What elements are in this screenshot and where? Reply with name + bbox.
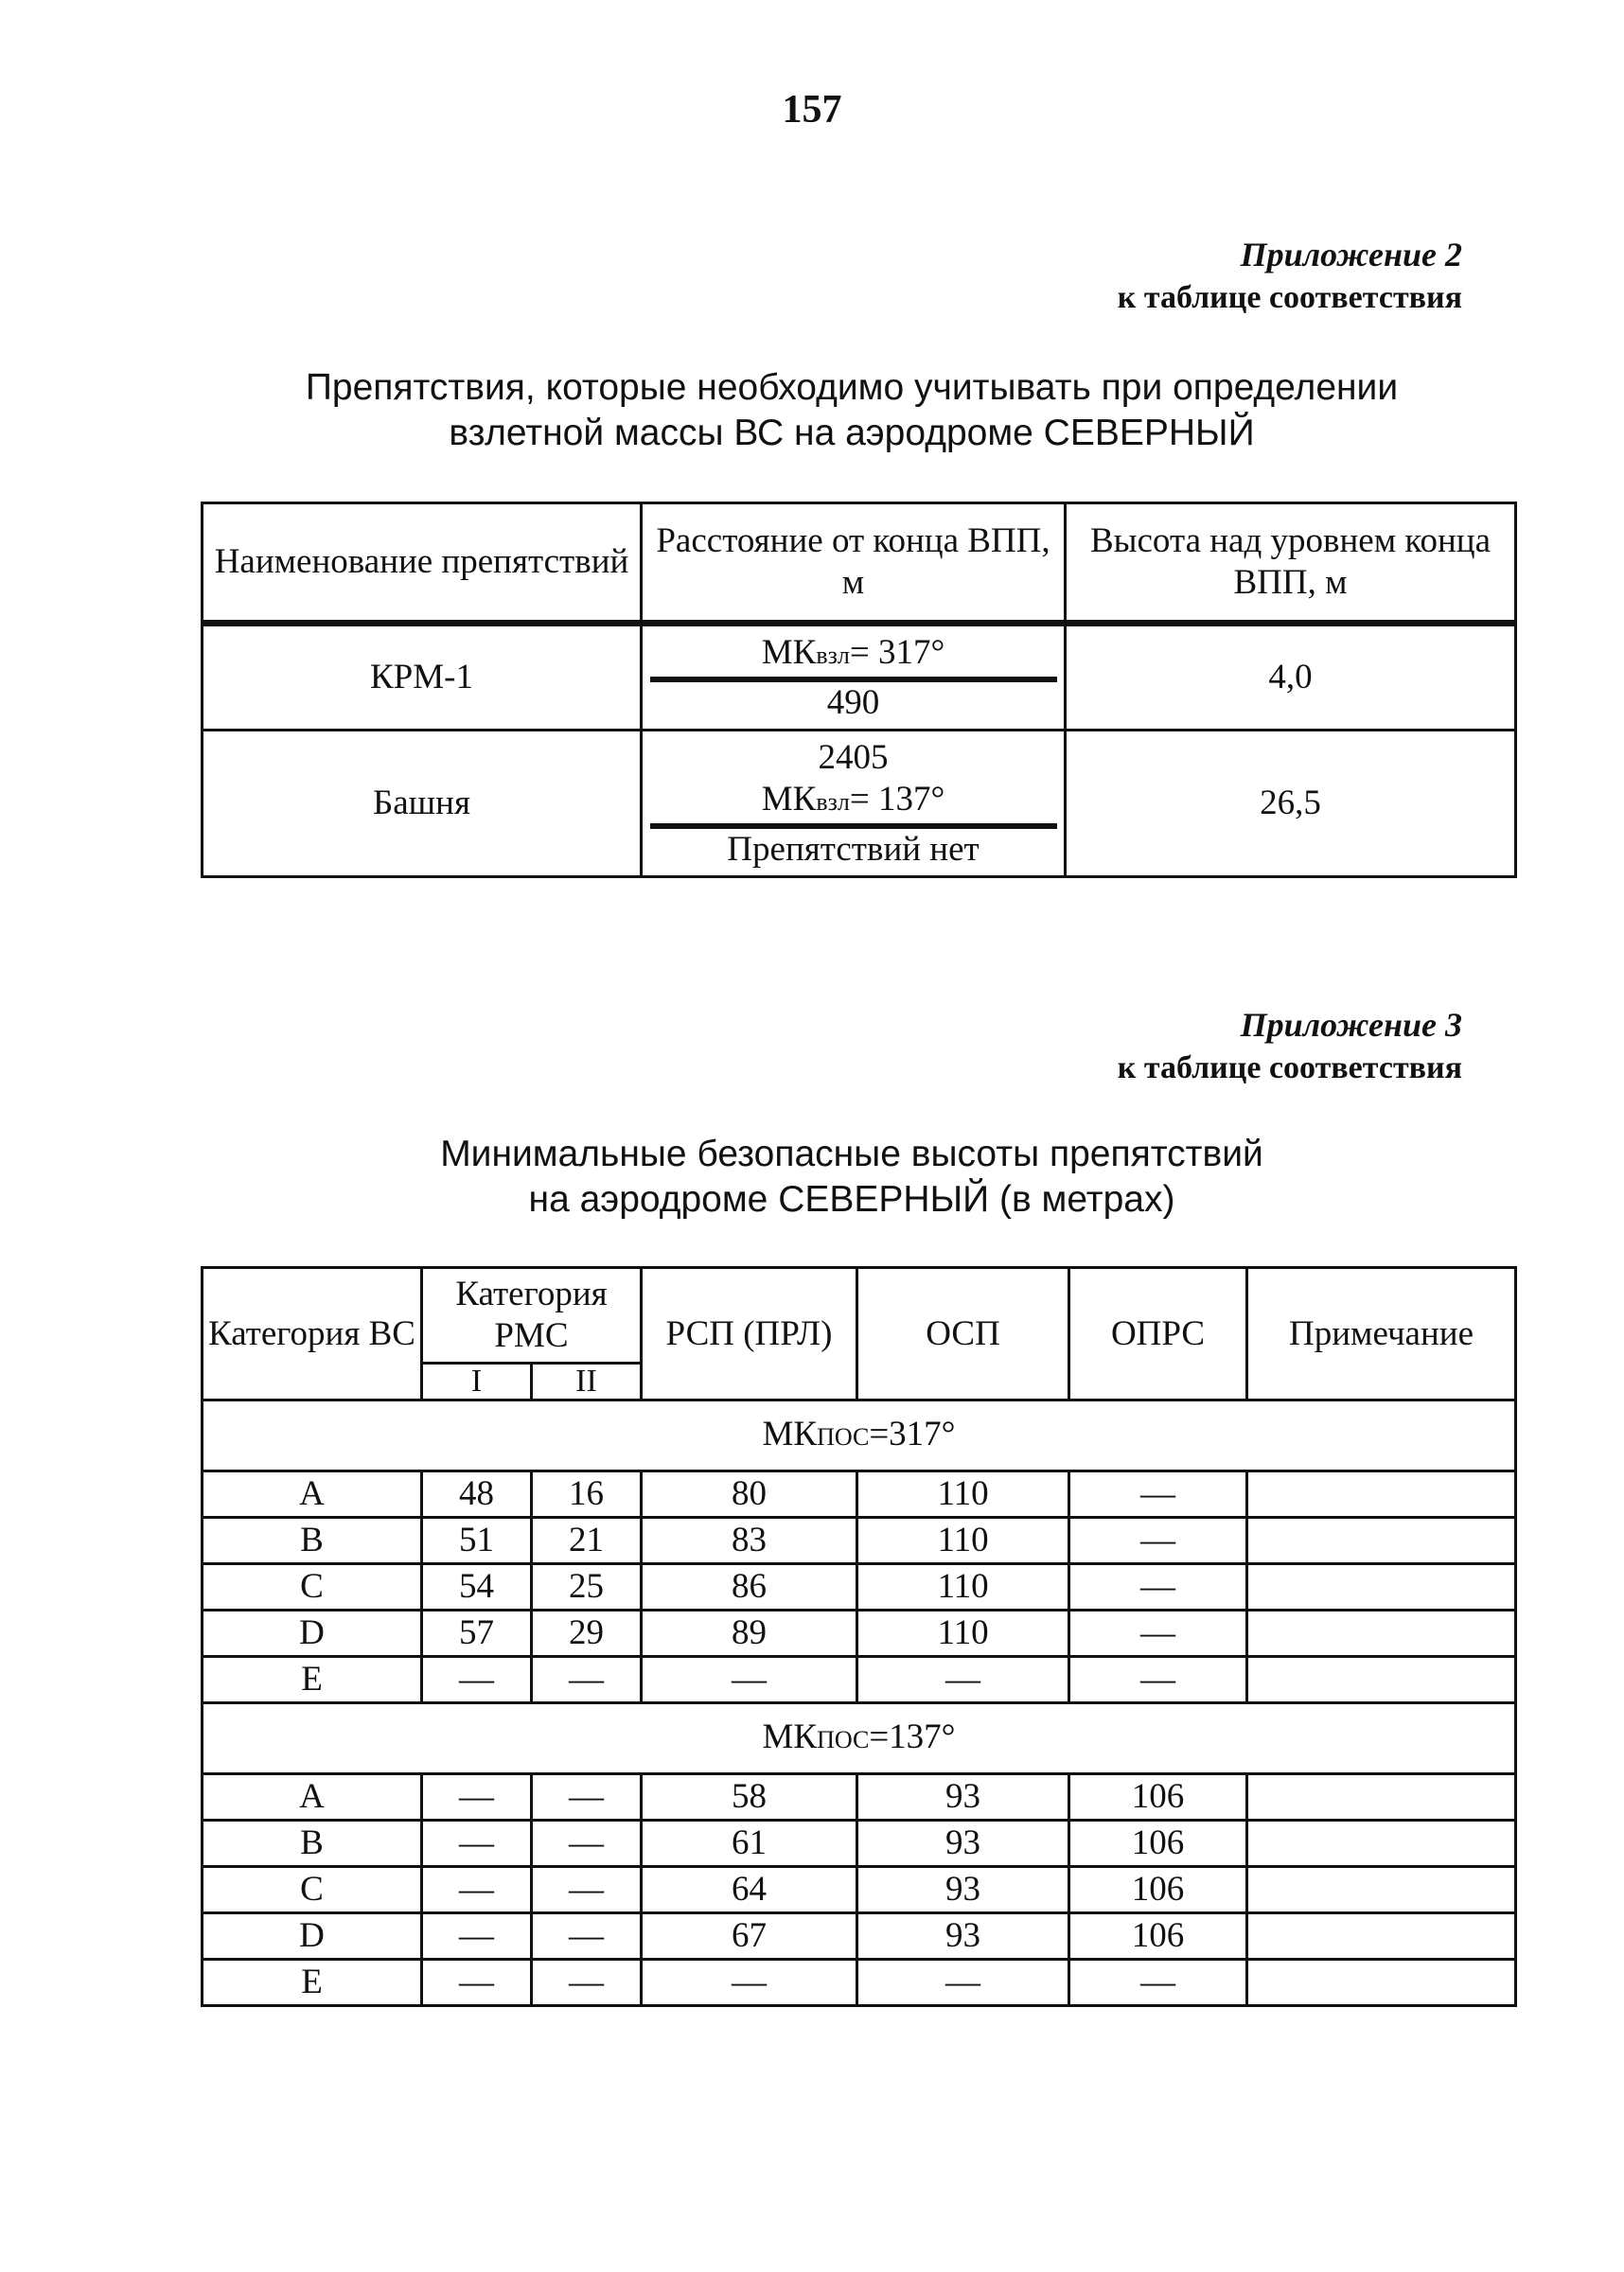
header-obstacle-name: Наименование препятствий <box>203 503 642 624</box>
header-category-rms: Категория РМС <box>422 1268 642 1364</box>
obstacle-height: 26,5 <box>1066 731 1516 877</box>
header-distance: Расстояние от конца ВПП, м <box>642 503 1066 624</box>
rms-i-cell: — <box>422 1821 532 1867</box>
table-row <box>203 1471 1516 1518</box>
osp-cell: 110 <box>857 1518 1069 1564</box>
appendix-3-title: Приложение 3 <box>1240 1006 1462 1044</box>
appendix-3-heading-line2: на аэродроме СЕВЕРНЫЙ (в метрах) <box>528 1179 1175 1220</box>
mk-heading: МКвзл= 137° <box>650 779 1057 829</box>
distance-value: 490 <box>826 682 880 722</box>
category-cell: D <box>203 1913 422 1960</box>
osp-cell: 93 <box>857 1774 1069 1821</box>
header-rsp: РСП (ПРЛ) <box>642 1268 857 1400</box>
rms-i-cell: 54 <box>422 1564 532 1611</box>
note-cell <box>1247 1913 1516 1960</box>
obstacles-table-header <box>203 503 1516 624</box>
rsp-cell: 64 <box>642 1867 857 1913</box>
rms-ii-cell: — <box>532 1960 642 2006</box>
osp-cell: 93 <box>857 1867 1069 1913</box>
header-height: Высота над уровнем конца ВПП, м <box>1066 503 1516 624</box>
oprs-cell: 106 <box>1069 1774 1247 1821</box>
header-osp: ОСП <box>857 1268 1069 1400</box>
note-cell <box>1247 1518 1516 1564</box>
section-mk-heading: МКПОС=137° <box>203 1703 1516 1774</box>
obstacles-table <box>201 502 1517 878</box>
note-cell <box>1247 1611 1516 1657</box>
category-cell: C <box>203 1867 422 1913</box>
oprs-cell: — <box>1069 1657 1247 1703</box>
table-row <box>203 624 1516 731</box>
rsp-cell: — <box>642 1960 857 2006</box>
oprs-cell: — <box>1069 1611 1247 1657</box>
appendix-3-heading <box>0 1132 1624 1223</box>
header-rms-i: I <box>422 1364 532 1400</box>
rms-ii-cell: 21 <box>532 1518 642 1564</box>
category-cell: C <box>203 1564 422 1611</box>
osp-cell: — <box>857 1657 1069 1703</box>
rsp-cell: 86 <box>642 1564 857 1611</box>
oprs-cell: — <box>1069 1960 1247 2006</box>
table-row <box>203 1518 1516 1564</box>
rms-ii-cell: — <box>532 1867 642 1913</box>
osp-cell: 93 <box>857 1821 1069 1867</box>
rsp-cell: 61 <box>642 1821 857 1867</box>
osp-cell: 110 <box>857 1564 1069 1611</box>
rms-i-cell: — <box>422 1913 532 1960</box>
note-cell <box>1247 1471 1516 1518</box>
rsp-cell: — <box>642 1657 857 1703</box>
distance-value: Препятствий нет <box>727 829 980 869</box>
obstacle-distance <box>642 624 1066 731</box>
oprs-cell: — <box>1069 1518 1247 1564</box>
rms-i-cell: 48 <box>422 1471 532 1518</box>
category-cell: E <box>203 1657 422 1703</box>
note-cell <box>1247 1657 1516 1703</box>
obstacle-distance <box>642 731 1066 877</box>
header-oprs: ОПРС <box>1069 1268 1247 1400</box>
appendix-3-subtitle: к таблице соответствия <box>1117 1050 1462 1085</box>
note-cell <box>1247 1960 1516 2006</box>
appendix-2-subtitle: к таблице соответствия <box>1117 280 1462 315</box>
note-cell <box>1247 1564 1516 1611</box>
oprs-cell: — <box>1069 1564 1247 1611</box>
rms-ii-cell: 16 <box>532 1471 642 1518</box>
rsp-cell: 67 <box>642 1913 857 1960</box>
rms-i-cell: 51 <box>422 1518 532 1564</box>
mk-fraction <box>650 632 1057 724</box>
osp-cell: — <box>857 1960 1069 2006</box>
page-number: 157 <box>782 88 842 132</box>
rms-i-cell: — <box>422 1960 532 2006</box>
rms-ii-cell: — <box>532 1821 642 1867</box>
table-row <box>203 1564 1516 1611</box>
obstacle-name: КРМ-1 <box>203 624 642 731</box>
oprs-cell: 106 <box>1069 1821 1247 1867</box>
rsp-cell: 83 <box>642 1518 857 1564</box>
osp-cell: 93 <box>857 1913 1069 1960</box>
appendix-2-heading <box>0 365 1624 456</box>
distance-pre-value: 2405 <box>818 737 889 777</box>
osp-cell: 110 <box>857 1611 1069 1657</box>
table-row <box>203 1657 1516 1703</box>
section-mk-heading: МКПОС=317° <box>203 1400 1516 1471</box>
min-safe-heights-table <box>201 1266 1517 2007</box>
category-cell: A <box>203 1774 422 1821</box>
rsp-cell: 58 <box>642 1774 857 1821</box>
category-cell: B <box>203 1821 422 1867</box>
rsp-cell: 89 <box>642 1611 857 1657</box>
rms-ii-cell: 25 <box>532 1564 642 1611</box>
table-row <box>203 731 1516 877</box>
appendix-2-title: Приложение 2 <box>1240 236 1462 273</box>
appendix-2-heading-line2: взлетной массы ВС на аэродроме СЕВЕРНЫЙ <box>449 413 1255 453</box>
note-cell <box>1247 1867 1516 1913</box>
rms-i-cell: — <box>422 1867 532 1913</box>
table-row <box>203 1960 1516 2006</box>
table-row <box>203 1774 1516 1821</box>
header-note: Примечание <box>1247 1268 1516 1400</box>
mk-heading: МКвзл= 317° <box>650 632 1057 682</box>
category-cell: E <box>203 1960 422 2006</box>
section-row <box>203 1400 1516 1471</box>
header-category-vs: Категория ВС <box>203 1268 422 1400</box>
appendix-2-heading-line1: Препятствия, которые необходимо учитывать при определении <box>305 367 1399 408</box>
rms-ii-cell: — <box>532 1913 642 1960</box>
oprs-cell: 106 <box>1069 1867 1247 1913</box>
obstacle-name: Башня <box>203 731 642 877</box>
appendix-3-heading-line1: Минимальные безопасные высоты препятствий <box>440 1134 1263 1174</box>
rms-ii-cell: — <box>532 1774 642 1821</box>
mk-fraction <box>650 737 1057 871</box>
rms-ii-cell: 29 <box>532 1611 642 1657</box>
note-cell <box>1247 1821 1516 1867</box>
min-safe-heights-body <box>203 1400 1516 2006</box>
category-cell: D <box>203 1611 422 1657</box>
note-cell <box>1247 1774 1516 1821</box>
oprs-cell: 106 <box>1069 1913 1247 1960</box>
header-rms-ii: II <box>532 1364 642 1400</box>
table-header-row <box>203 1268 1516 1364</box>
osp-cell: 110 <box>857 1471 1069 1518</box>
oprs-cell: — <box>1069 1471 1247 1518</box>
rms-i-cell: 57 <box>422 1611 532 1657</box>
rsp-cell: 80 <box>642 1471 857 1518</box>
category-cell: A <box>203 1471 422 1518</box>
section-row <box>203 1703 1516 1774</box>
table-row <box>203 1867 1516 1913</box>
table-row <box>203 1611 1516 1657</box>
table-row <box>203 1913 1516 1960</box>
obstacle-height: 4,0 <box>1066 624 1516 731</box>
rms-ii-cell: — <box>532 1657 642 1703</box>
rms-i-cell: — <box>422 1657 532 1703</box>
category-cell: B <box>203 1518 422 1564</box>
rms-i-cell: — <box>422 1774 532 1821</box>
table-row <box>203 1821 1516 1867</box>
